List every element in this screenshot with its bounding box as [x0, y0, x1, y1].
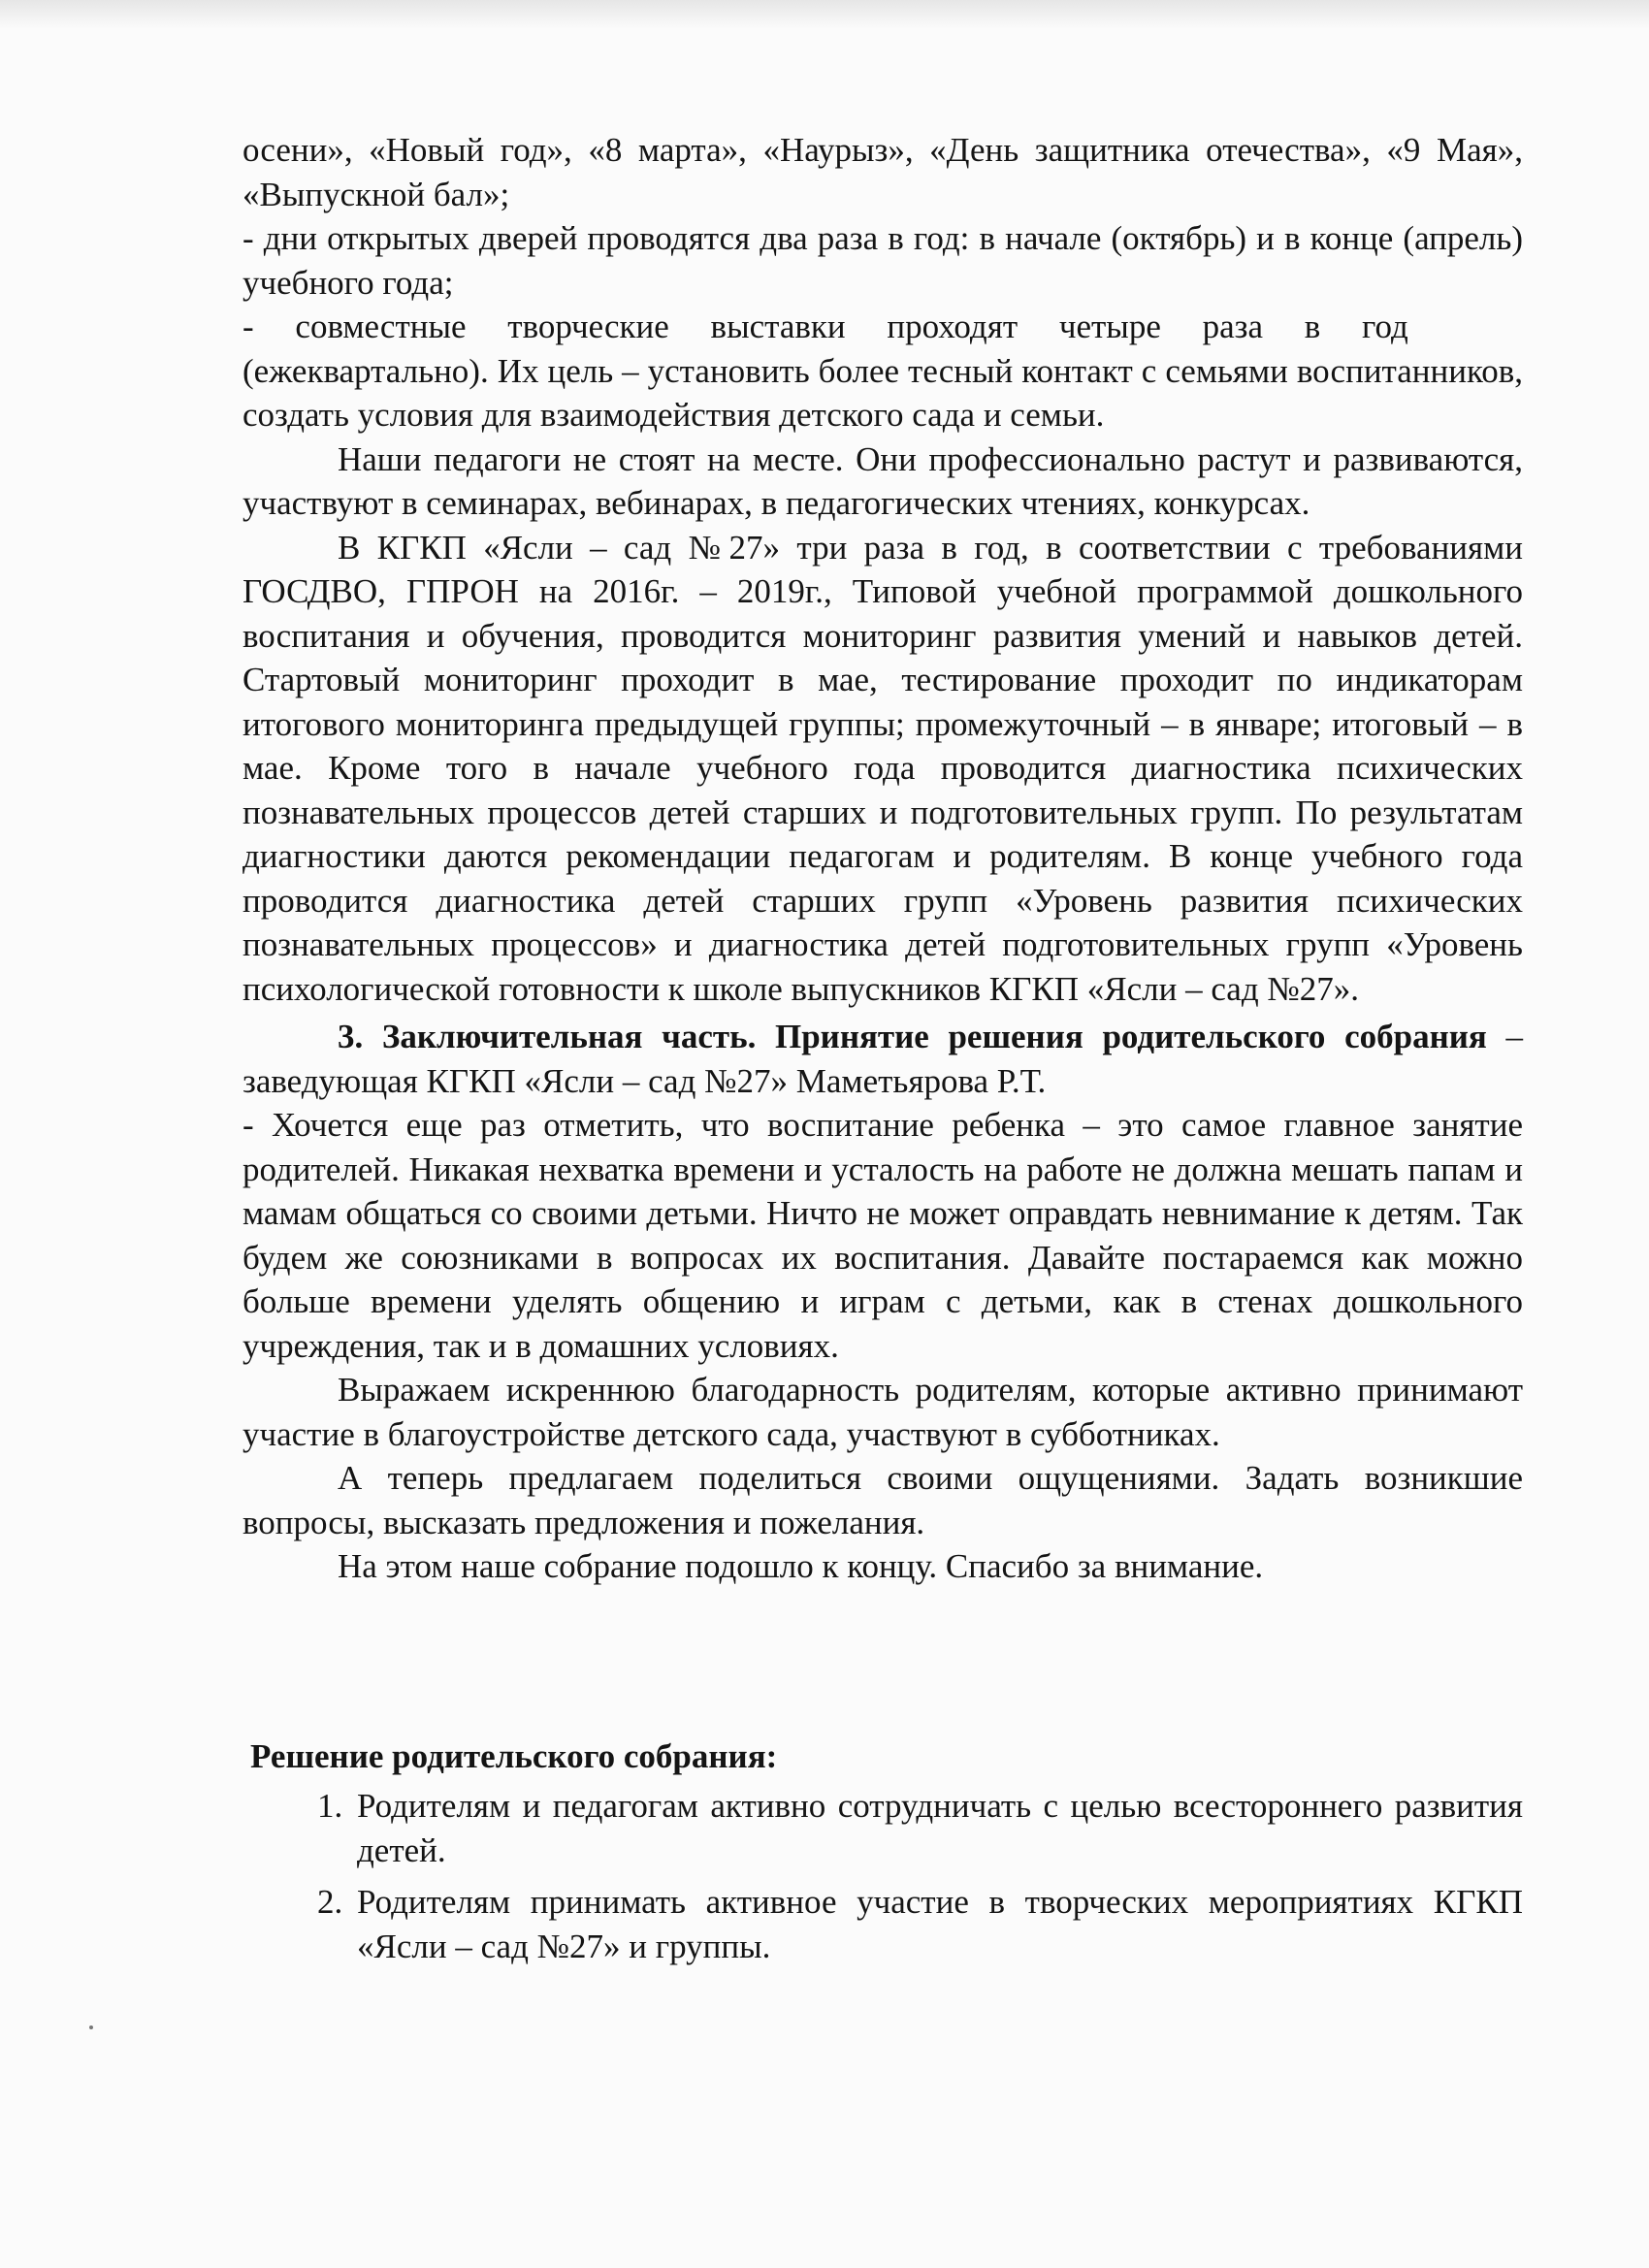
decision-list [242, 1784, 1523, 1968]
section-3-speaker: – заведующая КГКП «Ясли – сад №27» Маметьярова Р.Т. [242, 1018, 1523, 1100]
document-body [242, 128, 1523, 1976]
decision-item: 1. Родителям и педагогам активно сотрудничать с целью всестороннего развития детей. [351, 1784, 1523, 1872]
continuation-text: осени», «Новый год», «8 марта», «Наурыз», «День защитника отечества», «9 Мая», «Выпускной бал»; [242, 131, 1523, 213]
paragraph-monitoring: В КГКП «Ясли – сад №27» три раза в год, в соответствии с требованиями ГОСДВО, ГПРОН на 2016г. – 2019г., Типовой учебной программой дошкольного воспитания и обучения, проводится мониторинг развития умений и навыков детей. Стартовый мониторинг проходит в мае, тестирование проходит по индикаторам итогового мониторинга предыдущей группы; промежуточный – в январе; итоговый – в мае. Кроме того в начале учебного года проводится диагностика психических познавательных процессов детей старших и подготовительных групп. По результатам диагностики даются рекомендации педагогам и родителям. В конце учебного года проводится диагностика детей старших групп «Уровень развития психических познавательных процессов» и диагностика детей подготовительных групп «Уровень психологической готовности к школе выпускников КГКП «Ясли – сад №27». [242, 528, 1523, 1008]
scan-edge-shadow [0, 0, 1649, 29]
paragraph-closing: - Хочется еще раз отметить, что воспитание ребенка – это самое главное занятие родителей. Никакая нехватка времени и усталость на работе не должна мешать папам и мамам общаться со своими детьми. Ничто не может оправдать невнимание к детям. Так будем же союзниками в вопросах их воспитания. Давайте постараемся как можно больше времени уделять общению и играм с детьми, как в стенах дошкольного учреждения, так и в домашних условиях. [242, 1106, 1523, 1365]
section-3-heading [242, 1015, 1523, 1103]
section-3-title: 3. Заключительная часть. Принятие решения родительского собрания [338, 1018, 1487, 1055]
scan-dot-artifact [89, 2025, 93, 2029]
spacer [242, 1589, 1523, 1734]
decision-title: Решение родительского собрания: [250, 1736, 778, 1775]
paragraph-gratitude: Выражаем искреннюю благодарность родителям, которые активно принимают участие в благоустройстве детского сада, участвуют в субботниках. [242, 1371, 1523, 1453]
paragraph-teachers: Наши педагоги не стоят на месте. Они профессионально растут и развиваются, участвуют в семинарах, вебинарах, в педагогических чтениях, конкурсах. [242, 439, 1523, 522]
bullet-exhibitions-line1: - совместные творческие выставки проходят четыре раза в год [242, 308, 1408, 345]
bullet-open-days: - дни открытых дверей проводятся два раза в год: в начале (октябрь) и в конце (апрель) учебного года; [242, 219, 1523, 302]
bullet-exhibitions-rest: (ежеквартально). Их цель – установить более тесный контакт с семьями воспитанников, создать условия для взаимодействия детского сада и семьи. [242, 351, 1523, 434]
decision-item: 2. Родителям принимать активное участие в творческих мероприятиях КГКП «Ясли – сад №27» и группы. [351, 1880, 1523, 1968]
paragraph-questions: А теперь предлагаем поделиться своими ощущениями. Задать возникшие вопросы, высказать предложения и пожелания. [242, 1459, 1523, 1541]
paragraph-end: На этом наше собрание подошло к концу. Спасибо за внимание. [338, 1547, 1264, 1585]
